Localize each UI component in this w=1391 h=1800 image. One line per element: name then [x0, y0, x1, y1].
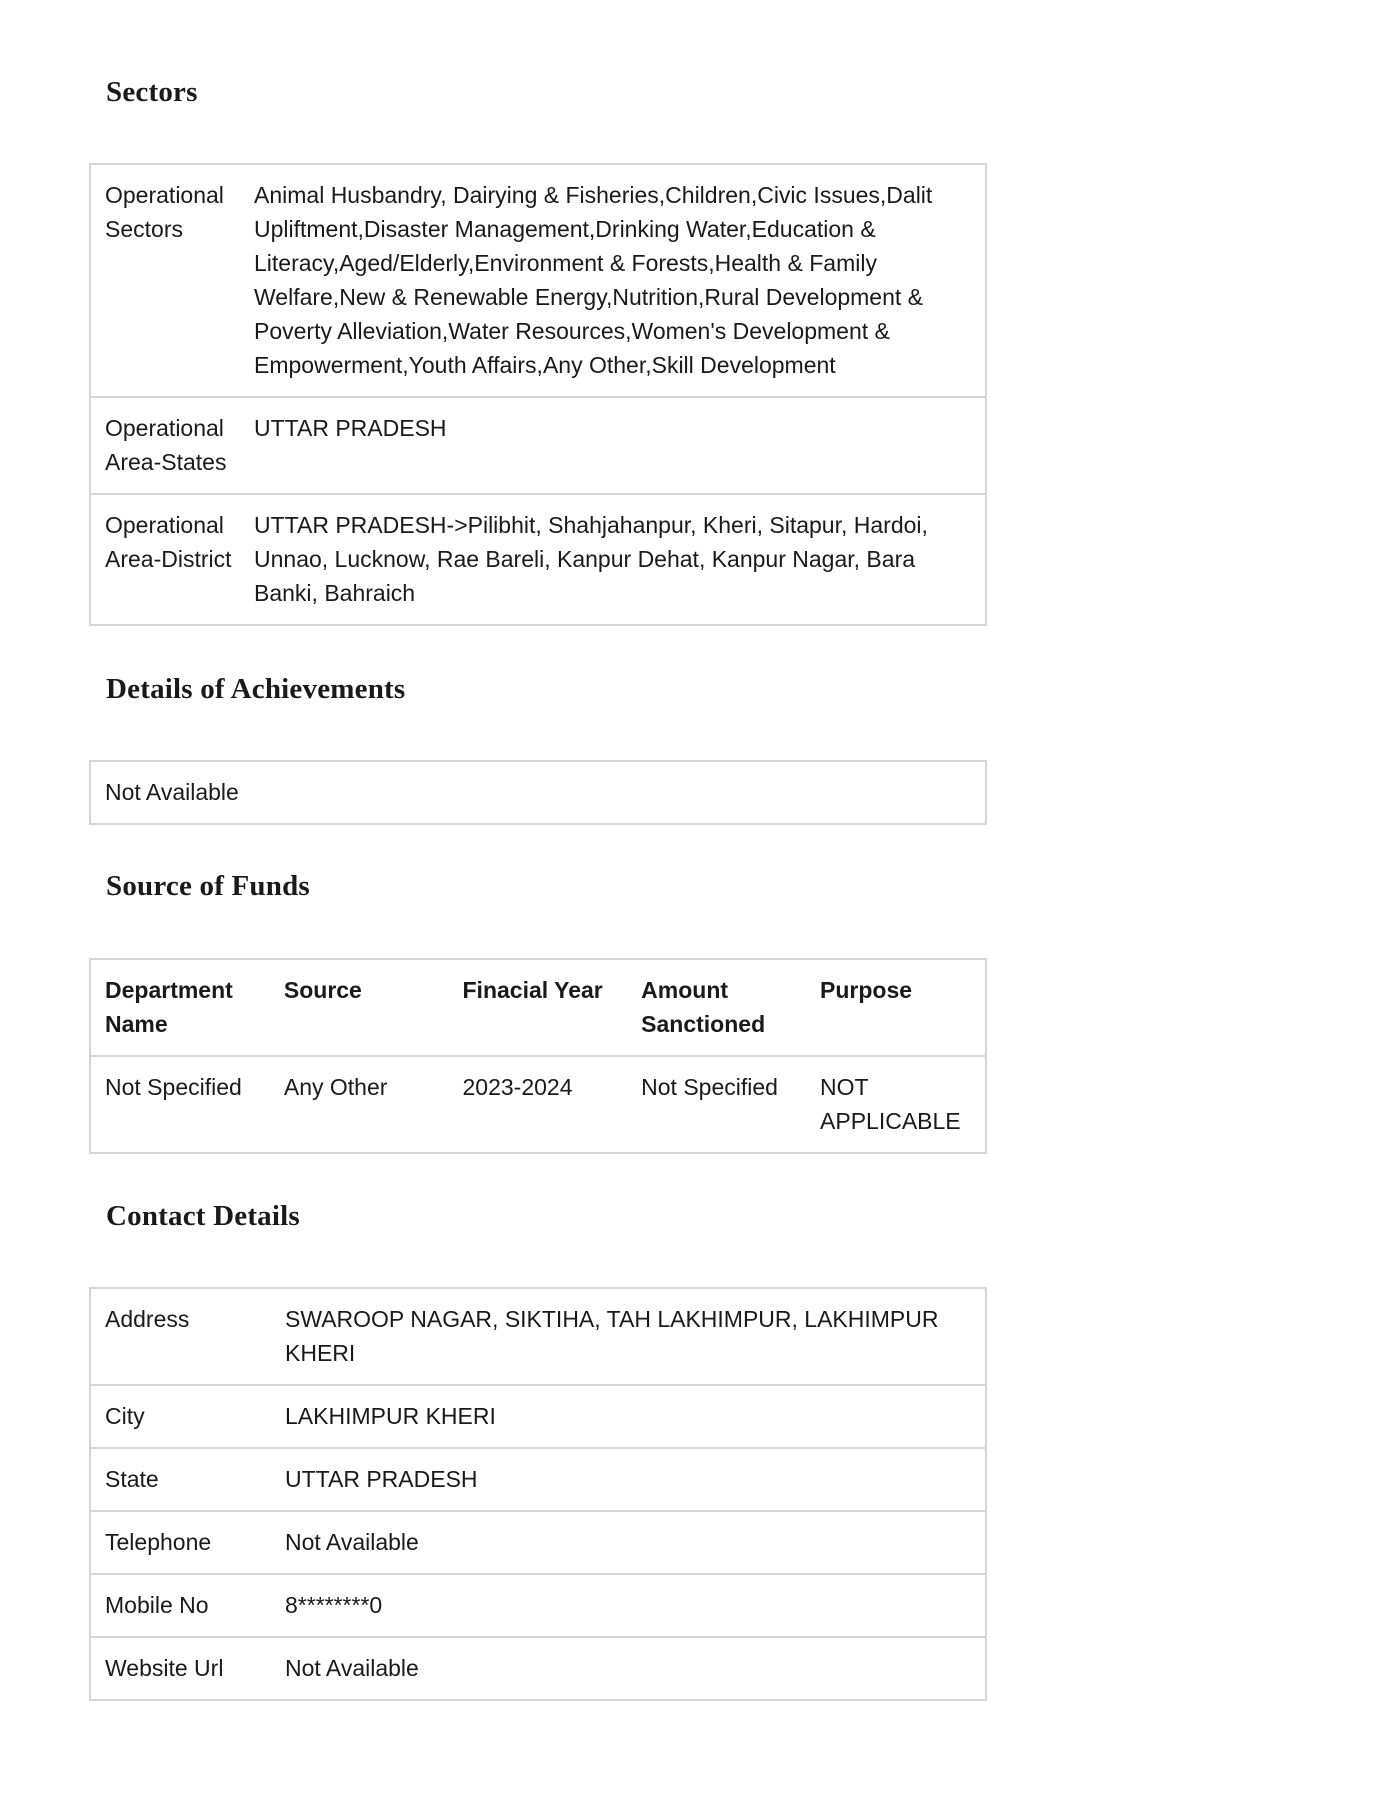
city-label: City [90, 1385, 271, 1448]
column-header-financial-year: Finacial Year [462, 977, 603, 1003]
column-header-department-name: Department Name [105, 977, 233, 1037]
table-row [90, 164, 986, 397]
achievements-value: Not Available [105, 779, 239, 805]
department-name-cell: Not Specified [90, 1056, 270, 1153]
address-value: SWAROOP NAGAR, SIKTIHA, TAH LAKHIMPUR, LAKHIMPUR KHERI [285, 1306, 939, 1366]
contact-heading: Contact Details [106, 1200, 300, 1232]
table-row [90, 1056, 986, 1153]
telephone-value: Not Available [271, 1511, 986, 1574]
funds-table [89, 958, 987, 1154]
source-cell: Any Other [270, 1056, 449, 1153]
city-value: LAKHIMPUR KHERI [271, 1385, 986, 1448]
table-row [90, 1511, 986, 1574]
address-label: Address [105, 1306, 190, 1332]
funds-heading: Source of Funds [106, 870, 310, 902]
table-row [90, 1574, 986, 1637]
sectors-heading: Sectors [106, 76, 198, 108]
operational-sectors-label: Operational Sectors [105, 182, 224, 242]
table-header-row [90, 959, 986, 1056]
table-row [90, 494, 986, 625]
operational-area-states-value: UTTAR PRADESH [240, 397, 986, 494]
amount-sanctioned-cell: Not Specified [627, 1056, 806, 1153]
operational-sectors-value: Animal Husbandry, Dairying & Fisheries,Children,Civic Issues,Dalit Upliftment,Disaster Management,Drinking Water,Education & Literacy,Aged/Elderly,Environment & Forests,Health & Family Welfare,New & Renewable Energy,Nutrition,Rural Development & Poverty Alleviation,Water Resources,Women's Development & Empowerment,Youth Affairs,Any Other,Skill Development [254, 182, 933, 378]
table-row [90, 1448, 986, 1511]
telephone-label: Telephone [90, 1511, 271, 1574]
operational-area-district-value: UTTAR PRADESH->Pilibhit, Shahjahanpur, Kheri, Sitapur, Hardoi, Unnao, Lucknow, Rae Bareli, Kanpur Dehat, Kanpur Nagar, Bara Banki, Bahraich [240, 494, 986, 625]
table-row [90, 1288, 986, 1385]
achievements-heading: Details of Achievements [106, 673, 406, 705]
financial-year-cell: 2023-2024 [449, 1056, 628, 1153]
mobile-no-value: 8********0 [271, 1574, 986, 1637]
column-header-purpose: Purpose [820, 977, 913, 1003]
table-row [90, 1637, 986, 1700]
purpose-cell: NOT APPLICABLE [806, 1056, 986, 1153]
column-header-amount-sanctioned: Amount Sanctioned [641, 977, 766, 1037]
operational-area-states-label: Operational Area-States [90, 397, 240, 494]
table-row [90, 761, 986, 824]
table-row [90, 1385, 986, 1448]
contact-table [89, 1287, 987, 1701]
state-label: State [90, 1448, 271, 1511]
website-url-value: Not Available [271, 1637, 986, 1700]
sectors-table [89, 163, 987, 626]
mobile-no-label: Mobile No [90, 1574, 271, 1637]
state-value: UTTAR PRADESH [271, 1448, 986, 1511]
operational-area-district-label: Operational Area-District [90, 494, 240, 625]
website-url-label: Website Url [90, 1637, 271, 1700]
achievements-table [89, 760, 987, 825]
column-header-source: Source [283, 977, 362, 1003]
table-row [90, 397, 986, 494]
